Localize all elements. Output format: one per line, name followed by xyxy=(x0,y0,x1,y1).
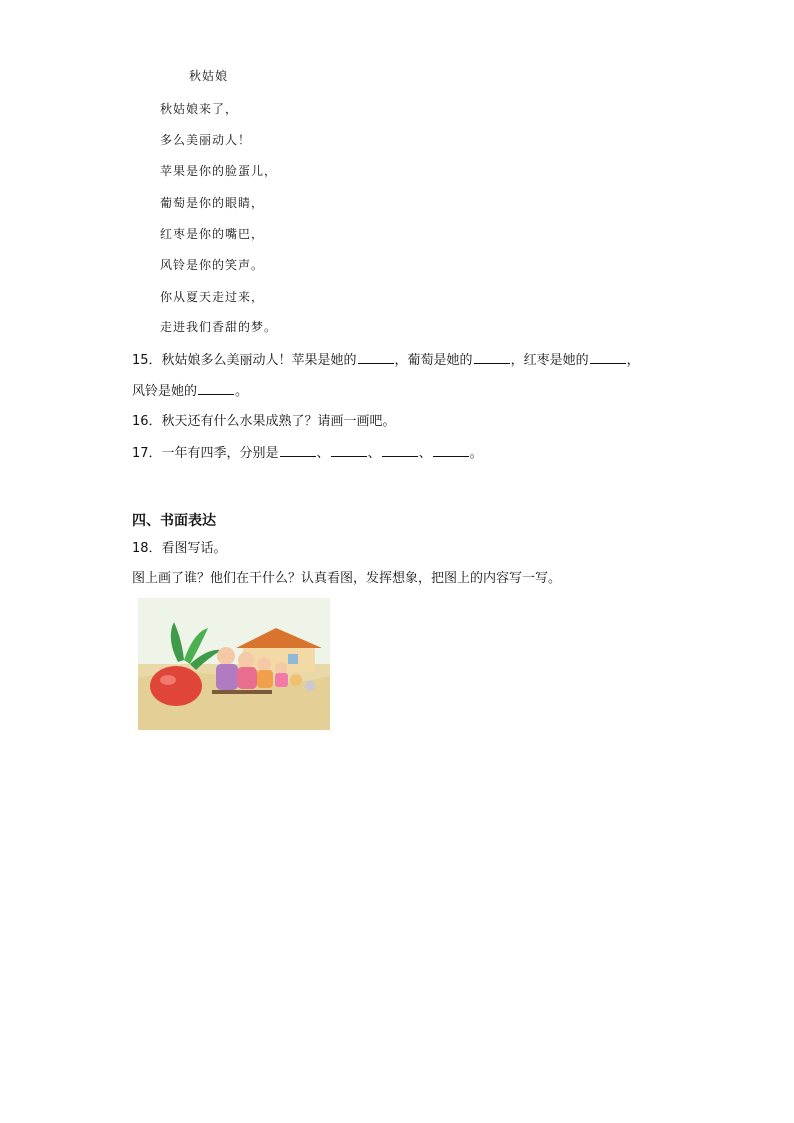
illustration-svg xyxy=(138,598,330,730)
question-text: 17．一年有四季，分别是 xyxy=(132,446,279,461)
question-18-instruction: 图上画了谁？他们在干什么？认真看图，发挥想象，把图上的内容写一写。 xyxy=(132,571,562,586)
section-title: 四、书面表达 xyxy=(132,513,216,529)
question-text: 。 xyxy=(235,384,249,399)
poem-line: 你从夏天走过来， xyxy=(160,290,265,304)
poem-line: 风铃是你的笑声。 xyxy=(160,258,265,272)
poem-line: 红枣是你的嘴巴， xyxy=(160,227,265,241)
question-17 xyxy=(132,442,483,461)
separator: 、 xyxy=(367,446,381,461)
question-18: 18．看图写话。 xyxy=(132,541,227,556)
answer-blank[interactable] xyxy=(358,351,394,364)
separator: 、 xyxy=(418,446,432,461)
poem-title: 秋姑娘 xyxy=(189,69,229,83)
question-text: ，红枣是她的 xyxy=(510,353,589,368)
answer-blank[interactable] xyxy=(198,382,234,395)
answer-blank[interactable] xyxy=(382,444,418,457)
question-15-cont xyxy=(132,380,248,399)
answer-blank[interactable] xyxy=(331,444,367,457)
question-text: 风铃是她的 xyxy=(132,384,198,399)
poem-line: 葡萄是你的眼睛， xyxy=(160,196,265,210)
answer-blank[interactable] xyxy=(280,444,316,457)
question-text: 15．秋姑娘多么美丽动人！苹果是她的 xyxy=(132,353,357,368)
question-16: 16．秋天还有什么水果成熟了？请画一画吧。 xyxy=(132,414,396,429)
question-text: ，葡萄是她的 xyxy=(394,353,473,368)
poem-line: 走进我们香甜的梦。 xyxy=(160,320,278,334)
separator: 、 xyxy=(316,446,330,461)
question-text: 。 xyxy=(469,446,483,461)
answer-blank[interactable] xyxy=(474,351,510,364)
answer-blank[interactable] xyxy=(590,351,626,364)
question-text: ， xyxy=(626,353,640,368)
answer-blank[interactable] xyxy=(433,444,469,457)
pulling-radish-illustration xyxy=(138,598,330,730)
poem-line: 秋姑娘来了， xyxy=(160,102,239,116)
question-15 xyxy=(132,349,640,368)
poem-line: 多么美丽动人！ xyxy=(160,133,252,147)
poem-line: 苹果是你的脸蛋儿， xyxy=(160,164,278,178)
